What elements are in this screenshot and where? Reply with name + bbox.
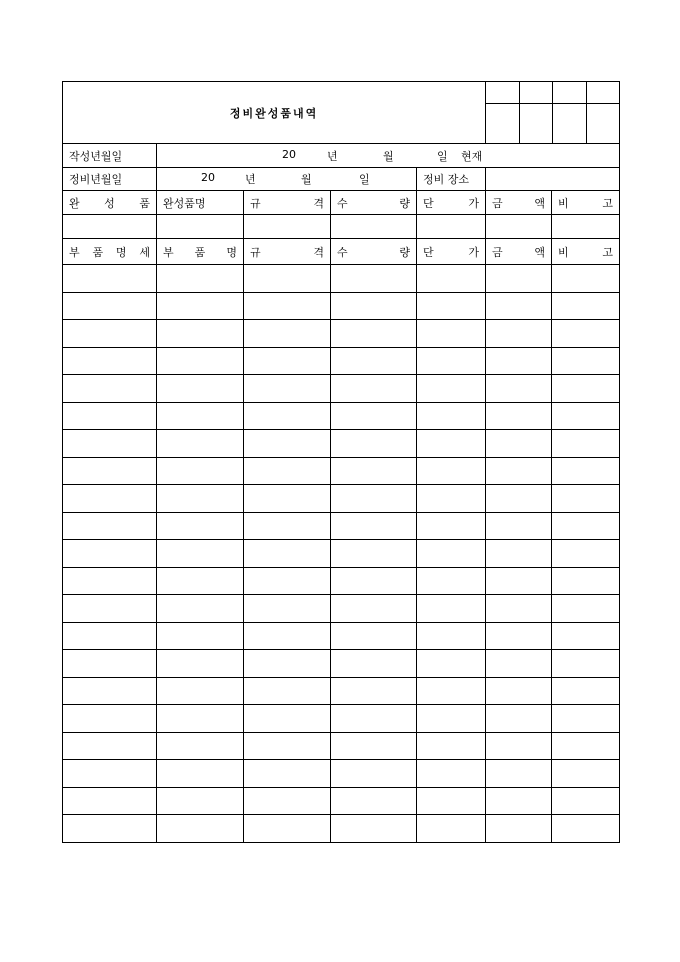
parts-cell[interactable] — [331, 760, 417, 788]
parts-cell[interactable] — [417, 567, 486, 595]
parts-cell[interactable] — [244, 650, 331, 678]
parts-cell[interactable] — [552, 567, 620, 595]
parts-cell[interactable] — [417, 375, 486, 403]
parts-row — [63, 595, 620, 623]
parts-cell[interactable] — [486, 705, 552, 733]
parts-cell[interactable] — [63, 457, 157, 485]
parts-cell[interactable] — [331, 347, 417, 375]
parts-cell[interactable] — [417, 485, 486, 513]
parts-cell[interactable] — [486, 402, 552, 430]
parts-cell[interactable] — [157, 815, 244, 843]
parts-cell[interactable] — [552, 705, 620, 733]
parts-cell[interactable] — [63, 815, 157, 843]
parts-cell[interactable] — [63, 320, 157, 348]
parts-row — [63, 787, 620, 815]
parts-cell[interactable] — [552, 815, 620, 843]
parts-cell[interactable] — [157, 375, 244, 403]
parts-cell[interactable] — [63, 265, 157, 293]
finished-header-cell: 비 고 — [552, 191, 620, 215]
finished-header-cell: 완성품명 — [157, 191, 244, 215]
parts-cell[interactable] — [417, 595, 486, 623]
parts-cell[interactable] — [157, 457, 244, 485]
parts-cell[interactable] — [244, 567, 331, 595]
parts-cell[interactable] — [417, 622, 486, 650]
parts-cell[interactable] — [486, 677, 552, 705]
parts-header-cell: 비 고 — [552, 239, 620, 265]
parts-cell[interactable] — [331, 375, 417, 403]
parts-cell[interactable] — [552, 430, 620, 458]
parts-cell[interactable] — [417, 430, 486, 458]
parts-cell[interactable] — [244, 457, 331, 485]
parts-cell[interactable] — [63, 567, 157, 595]
parts-row — [63, 622, 620, 650]
repair-place-value[interactable] — [486, 168, 620, 191]
parts-cell[interactable] — [552, 375, 620, 403]
parts-cell[interactable] — [486, 485, 552, 513]
parts-cell[interactable] — [244, 595, 331, 623]
parts-cell[interactable] — [417, 457, 486, 485]
parts-cell[interactable] — [417, 787, 486, 815]
parts-header-cell: 부 품 명 세 — [63, 239, 157, 265]
parts-cell[interactable] — [244, 402, 331, 430]
parts-row — [63, 512, 620, 540]
parts-cell[interactable] — [157, 787, 244, 815]
finished-header-cell: 단 가 — [417, 191, 486, 215]
parts-cell[interactable] — [331, 705, 417, 733]
parts-cell[interactable] — [244, 540, 331, 568]
parts-cell[interactable] — [157, 760, 244, 788]
parts-row — [63, 567, 620, 595]
parts-cell[interactable] — [552, 622, 620, 650]
parts-cell[interactable] — [331, 457, 417, 485]
parts-cell[interactable] — [331, 567, 417, 595]
parts-cell[interactable] — [486, 650, 552, 678]
parts-cell[interactable] — [157, 430, 244, 458]
parts-cell[interactable] — [63, 292, 157, 320]
parts-cell[interactable] — [486, 732, 552, 760]
parts-header-cell: 단 가 — [417, 239, 486, 265]
parts-cell[interactable] — [157, 677, 244, 705]
repair-date-value[interactable]: 20 년 월 일 — [157, 168, 417, 191]
parts-row — [63, 650, 620, 678]
repair-date-label: 정비년월일 — [63, 168, 157, 191]
parts-row — [63, 457, 620, 485]
parts-cell[interactable] — [552, 320, 620, 348]
parts-cell[interactable] — [331, 732, 417, 760]
parts-cell[interactable] — [63, 375, 157, 403]
parts-cell[interactable] — [244, 347, 331, 375]
parts-row — [63, 292, 620, 320]
parts-cell[interactable] — [552, 677, 620, 705]
parts-cell[interactable] — [552, 512, 620, 540]
parts-cell[interactable] — [157, 567, 244, 595]
parts-cell[interactable] — [331, 485, 417, 513]
parts-cell[interactable] — [244, 430, 331, 458]
parts-cell[interactable] — [552, 265, 620, 293]
parts-cell[interactable] — [244, 512, 331, 540]
parts-header-cell: 수 량 — [331, 239, 417, 265]
parts-cell[interactable] — [244, 292, 331, 320]
parts-cell[interactable] — [63, 760, 157, 788]
finished-entry-row — [63, 215, 620, 239]
parts-cell[interactable] — [244, 787, 331, 815]
finished-header-row — [63, 191, 620, 215]
approval-box-bottom — [486, 104, 620, 144]
parts-row — [63, 430, 620, 458]
parts-cell[interactable] — [331, 402, 417, 430]
parts-row — [63, 732, 620, 760]
parts-cell[interactable] — [157, 320, 244, 348]
parts-row — [63, 485, 620, 513]
parts-cell[interactable] — [486, 347, 552, 375]
written-date-label: 작성년월일 — [63, 144, 157, 168]
parts-cell[interactable] — [244, 732, 331, 760]
parts-cell[interactable] — [244, 375, 331, 403]
form-table — [62, 81, 620, 843]
parts-cell[interactable] — [417, 292, 486, 320]
parts-cell[interactable] — [486, 457, 552, 485]
parts-row — [63, 540, 620, 568]
parts-header-cell: 금 액 — [486, 239, 552, 265]
parts-cell[interactable] — [157, 540, 244, 568]
parts-row — [63, 265, 620, 293]
parts-cell[interactable] — [331, 650, 417, 678]
parts-cell[interactable] — [486, 512, 552, 540]
parts-cell[interactable] — [417, 402, 486, 430]
parts-cell[interactable] — [552, 485, 620, 513]
parts-cell[interactable] — [157, 595, 244, 623]
parts-row — [63, 347, 620, 375]
parts-row — [63, 677, 620, 705]
parts-cell[interactable] — [244, 677, 331, 705]
parts-cell[interactable] — [486, 567, 552, 595]
parts-cell[interactable] — [157, 512, 244, 540]
finished-header-cell: 규 격 — [244, 191, 331, 215]
written-date-value[interactable]: 20 년 월 일 현재 — [157, 144, 620, 168]
parts-cell[interactable] — [63, 430, 157, 458]
parts-cell[interactable] — [331, 677, 417, 705]
parts-header-cell: 규 격 — [244, 239, 331, 265]
finished-header-cell: 완 성 품 — [63, 191, 157, 215]
parts-row — [63, 402, 620, 430]
parts-cell[interactable] — [157, 402, 244, 430]
parts-cell[interactable] — [331, 540, 417, 568]
parts-row — [63, 815, 620, 843]
parts-cell[interactable] — [417, 512, 486, 540]
parts-cell[interactable] — [552, 732, 620, 760]
parts-cell[interactable] — [331, 622, 417, 650]
parts-cell[interactable] — [63, 540, 157, 568]
parts-cell[interactable] — [331, 265, 417, 293]
parts-cell[interactable] — [331, 292, 417, 320]
parts-row — [63, 760, 620, 788]
parts-cell[interactable] — [486, 787, 552, 815]
parts-cell[interactable] — [486, 430, 552, 458]
parts-cell[interactable] — [552, 292, 620, 320]
parts-cell[interactable] — [63, 650, 157, 678]
parts-cell[interactable] — [417, 650, 486, 678]
parts-cell[interactable] — [417, 320, 486, 348]
parts-cell[interactable] — [244, 622, 331, 650]
parts-header-cell: 부 품 명 — [157, 239, 244, 265]
parts-cell[interactable] — [157, 732, 244, 760]
parts-cell[interactable] — [486, 375, 552, 403]
parts-cell[interactable] — [244, 705, 331, 733]
parts-cell[interactable] — [552, 402, 620, 430]
parts-cell[interactable] — [63, 402, 157, 430]
parts-cell[interactable] — [244, 760, 331, 788]
parts-cell[interactable] — [331, 512, 417, 540]
parts-cell[interactable] — [331, 595, 417, 623]
parts-cell[interactable] — [157, 705, 244, 733]
parts-cell[interactable] — [63, 485, 157, 513]
parts-cell[interactable] — [552, 760, 620, 788]
parts-cell[interactable] — [63, 677, 157, 705]
parts-cell[interactable] — [486, 540, 552, 568]
parts-cell[interactable] — [486, 292, 552, 320]
parts-cell[interactable] — [157, 622, 244, 650]
parts-cell[interactable] — [552, 347, 620, 375]
parts-cell[interactable] — [331, 320, 417, 348]
parts-cell[interactable] — [486, 760, 552, 788]
parts-cell[interactable] — [486, 815, 552, 843]
parts-cell[interactable] — [157, 292, 244, 320]
parts-cell[interactable] — [157, 485, 244, 513]
parts-cell[interactable] — [552, 540, 620, 568]
parts-cell[interactable] — [157, 650, 244, 678]
parts-cell[interactable] — [63, 705, 157, 733]
parts-cell[interactable] — [63, 787, 157, 815]
parts-cell[interactable] — [417, 265, 486, 293]
parts-cell[interactable] — [331, 787, 417, 815]
finished-header-cell: 금 액 — [486, 191, 552, 215]
approval-box-top — [486, 82, 620, 104]
parts-cell[interactable] — [486, 595, 552, 623]
finished-header-cell: 수 량 — [331, 191, 417, 215]
parts-cell[interactable] — [157, 265, 244, 293]
parts-header-row — [63, 239, 620, 265]
parts-cell[interactable] — [63, 622, 157, 650]
parts-cell[interactable] — [552, 595, 620, 623]
parts-cell[interactable] — [244, 320, 331, 348]
form-title: 정비완성품내역 — [63, 82, 486, 144]
parts-cell[interactable] — [417, 705, 486, 733]
parts-cell[interactable] — [244, 815, 331, 843]
parts-cell[interactable] — [63, 732, 157, 760]
parts-cell[interactable] — [331, 815, 417, 843]
parts-cell[interactable] — [331, 430, 417, 458]
parts-cell[interactable] — [244, 265, 331, 293]
parts-cell[interactable] — [486, 320, 552, 348]
parts-cell[interactable] — [552, 457, 620, 485]
parts-row — [63, 375, 620, 403]
parts-cell[interactable] — [244, 485, 331, 513]
parts-cell[interactable] — [63, 347, 157, 375]
repair-place-label: 정비 장소 — [417, 168, 486, 191]
parts-cell[interactable] — [552, 650, 620, 678]
parts-cell[interactable] — [552, 787, 620, 815]
parts-cell[interactable] — [486, 265, 552, 293]
parts-cell[interactable] — [417, 540, 486, 568]
parts-cell[interactable] — [417, 677, 486, 705]
parts-cell[interactable] — [417, 347, 486, 375]
parts-cell[interactable] — [417, 732, 486, 760]
parts-cell[interactable] — [157, 347, 244, 375]
parts-cell[interactable] — [63, 512, 157, 540]
parts-row — [63, 705, 620, 733]
parts-cell[interactable] — [417, 760, 486, 788]
parts-cell[interactable] — [417, 815, 486, 843]
parts-row — [63, 320, 620, 348]
parts-cell[interactable] — [486, 622, 552, 650]
parts-cell[interactable] — [63, 595, 157, 623]
